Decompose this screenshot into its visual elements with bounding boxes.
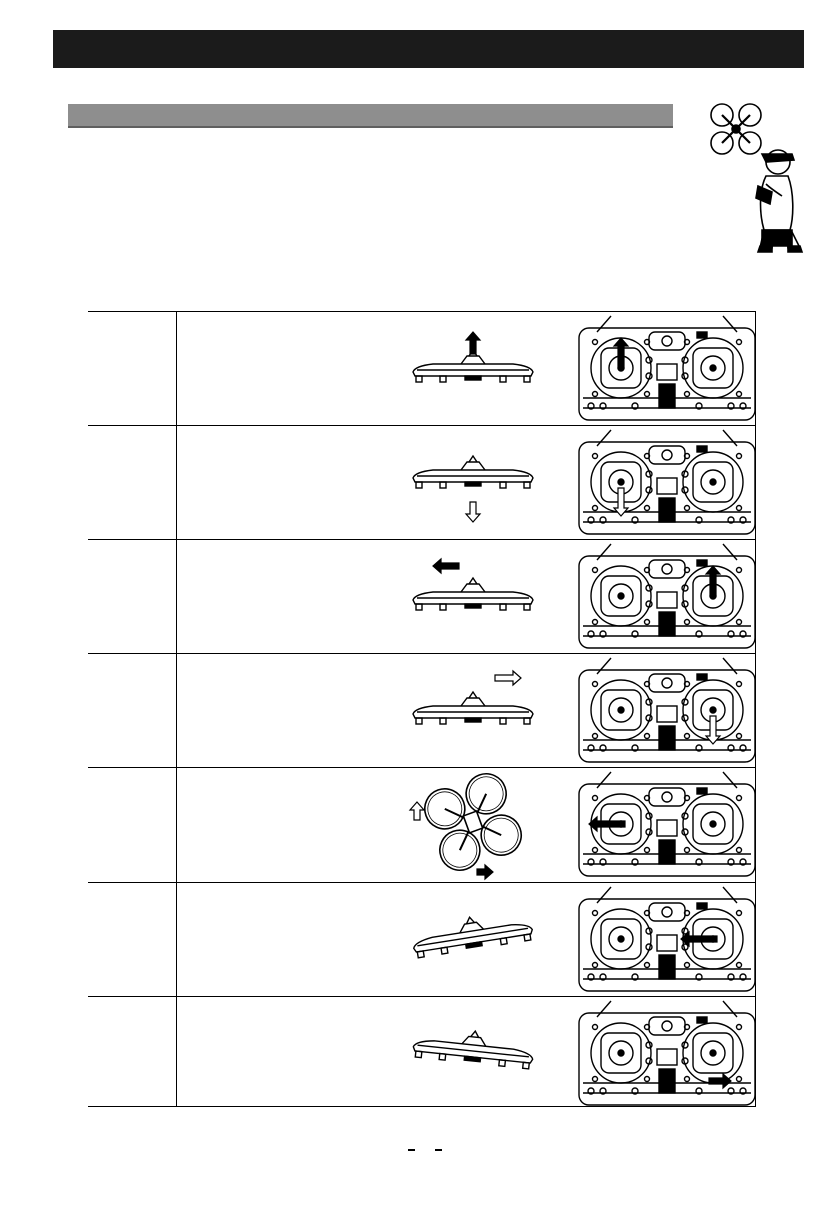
row-label: [88, 768, 177, 882]
transmitter-cell: [561, 883, 755, 996]
drone-side-view-icon: [413, 692, 533, 724]
transmitter-cell: [561, 540, 755, 653]
row-label: [88, 654, 177, 767]
drone-side-view-icon: [410, 908, 534, 958]
control-row-ascend: [88, 311, 755, 425]
transmitter-illustration: [577, 656, 757, 764]
transmitter-illustration: [577, 770, 757, 878]
transmitter-illustration: [577, 999, 757, 1107]
row-description: [177, 540, 561, 653]
drone-motion-illustration: [177, 883, 561, 997]
transmitter-cell: [561, 654, 755, 767]
transmitter-illustration: [577, 314, 757, 422]
row-description: [177, 654, 561, 767]
row-description: [177, 997, 561, 1106]
stick-direction-arrow-icon: [706, 566, 720, 596]
drone-side-view-icon: [413, 350, 533, 382]
page-number: [408, 1144, 442, 1156]
stick-direction-arrow-icon: [709, 1074, 731, 1088]
drone-motion-arrow-icon: [495, 671, 521, 685]
drone-motion-illustration: [177, 654, 561, 768]
row-description: [177, 768, 561, 882]
control-row-descend: [88, 425, 755, 539]
transmitter-icon: [579, 430, 755, 534]
page-number-dash-left: [408, 1149, 415, 1151]
transmitter-icon: [579, 887, 755, 991]
header-bar: [53, 30, 804, 68]
control-row-sideways-left: [88, 882, 755, 996]
drone-motion-arrow-icon: [466, 332, 480, 354]
row-label: [88, 883, 177, 996]
drone-top-view-icon: [419, 768, 527, 876]
transmitter-icon: [579, 658, 755, 762]
drone-side-view-icon: [413, 456, 533, 488]
row-description: [177, 883, 561, 996]
stick-direction-arrow-icon: [681, 932, 717, 946]
drone-motion-illustration: [177, 312, 561, 426]
transmitter-cell: [561, 312, 755, 425]
transmitter-cell: [561, 997, 755, 1106]
drone-side-view-icon: [412, 1025, 535, 1069]
drone-side-view-icon: [413, 578, 533, 610]
rotate-arrow-icon: [477, 865, 493, 879]
transmitter-illustration: [577, 542, 757, 650]
drone-motion-illustration: [177, 768, 561, 883]
control-row-forward: [88, 539, 755, 653]
transmitter-icon: [579, 316, 755, 420]
row-label: [88, 997, 177, 1106]
transmitter-icon: [579, 1001, 755, 1105]
row-label: [88, 540, 177, 653]
drone-motion-arrow-icon: [466, 502, 480, 522]
transmitter-illustration: [577, 428, 757, 536]
pilot-illustration-icon: [700, 96, 810, 262]
stick-direction-arrow-icon: [614, 338, 628, 368]
drone-motion-illustration: [177, 997, 561, 1108]
drone-motion-arrow-icon: [433, 559, 459, 573]
page-number-dash-right: [435, 1149, 442, 1151]
control-row-sideways-right: [88, 996, 755, 1107]
control-row-rotate: [88, 767, 755, 882]
control-row-backward: [88, 653, 755, 767]
row-description: [177, 312, 561, 425]
transmitter-cell: [561, 426, 755, 539]
transmitter-icon: [579, 544, 755, 648]
transmitter-cell: [561, 768, 755, 882]
stick-direction-arrow-icon: [589, 817, 625, 831]
rotate-arrow-icon: [410, 802, 424, 820]
transmitter-illustration: [577, 885, 757, 993]
drone-motion-illustration: [177, 540, 561, 654]
row-label: [88, 426, 177, 539]
controls-table: [88, 311, 756, 1107]
drone-motion-illustration: [177, 426, 561, 540]
section-bar: [68, 104, 673, 128]
row-label: [88, 312, 177, 425]
row-description: [177, 426, 561, 539]
